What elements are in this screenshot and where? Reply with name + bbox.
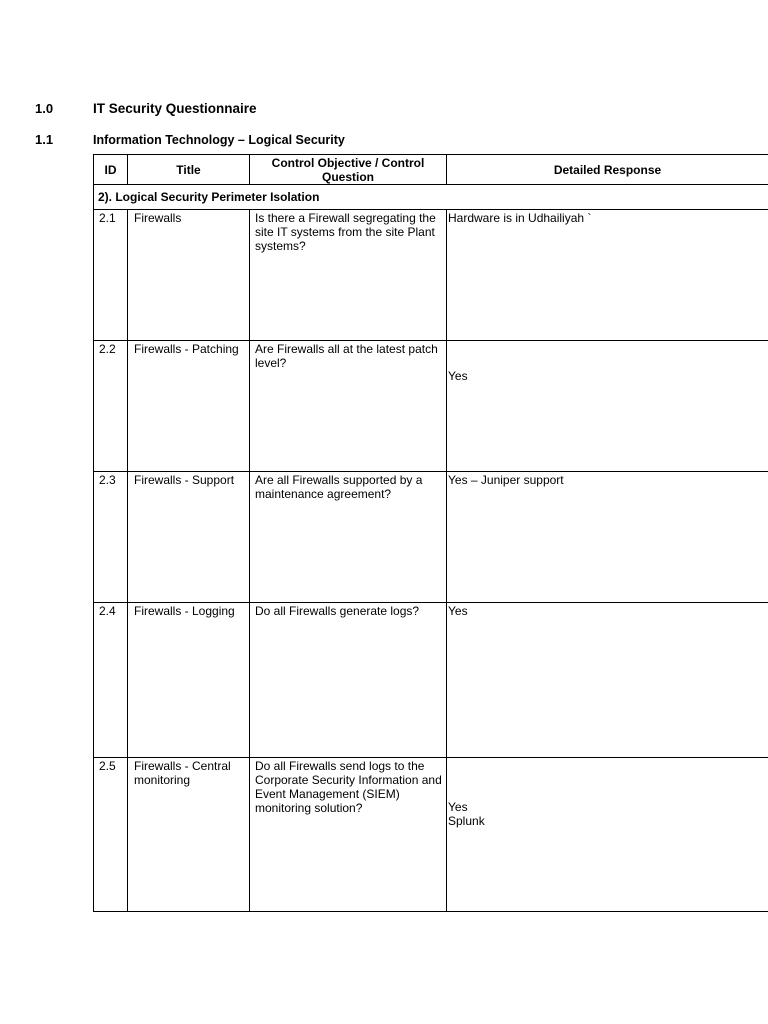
response-line: Yes: [448, 800, 468, 814]
row-title: Firewalls - Central monitoring: [128, 758, 250, 912]
section-row: [94, 185, 768, 210]
subsection-title: Information Technology – Logical Security: [93, 133, 345, 147]
row-question: Is there a Firewall segregating the site IT systems from the site Plant systems?: [250, 210, 447, 341]
row-response: [447, 472, 768, 603]
row-id: 2.2: [94, 341, 128, 472]
table-row: [94, 210, 768, 341]
header-response: Detailed Response: [447, 155, 768, 185]
row-title: Firewalls: [128, 210, 250, 341]
response-line: Splunk: [448, 814, 485, 828]
row-id: 2.3: [94, 472, 128, 603]
table-row: [94, 341, 768, 472]
row-question: Do all Firewalls send logs to the Corporate Security Information and Event Management (SIEM) monitoring solution?: [250, 758, 447, 912]
response-line: Hardware is in Udhailiyah `: [448, 211, 592, 225]
row-id: 2.5: [94, 758, 128, 912]
table-row: [94, 603, 768, 758]
row-question: Are Firewalls all at the latest patch level?: [250, 341, 447, 472]
section-number: 1.0: [35, 101, 54, 116]
row-title: Firewalls - Logging: [128, 603, 250, 758]
response-line: Yes: [448, 369, 468, 383]
header-question: Control Objective / Control Question: [250, 155, 447, 185]
row-response: [447, 758, 768, 912]
section-row-label: 2). Logical Security Perimeter Isolation: [94, 185, 768, 210]
table-row: [94, 758, 768, 912]
row-question: Do all Firewalls generate logs?: [250, 603, 447, 758]
row-id: 2.1: [94, 210, 128, 341]
subsection-number: 1.1: [35, 132, 54, 147]
row-title: Firewalls - Patching: [128, 341, 250, 472]
row-id: 2.4: [94, 603, 128, 758]
header-title: Title: [128, 155, 250, 185]
response-line: Yes – Juniper support: [448, 473, 564, 487]
response-line: Yes: [448, 604, 468, 618]
row-response: [447, 341, 768, 472]
row-question: Are all Firewalls supported by a maintenance agreement?: [250, 472, 447, 603]
header-id: ID: [94, 155, 128, 185]
questionnaire-table: [93, 154, 768, 912]
table-row: [94, 472, 768, 603]
row-response: [447, 603, 768, 758]
row-response: [447, 210, 768, 341]
section-title: IT Security Questionnaire: [93, 101, 257, 116]
row-title: Firewalls - Support: [128, 472, 250, 603]
table-header-row: [94, 155, 768, 185]
